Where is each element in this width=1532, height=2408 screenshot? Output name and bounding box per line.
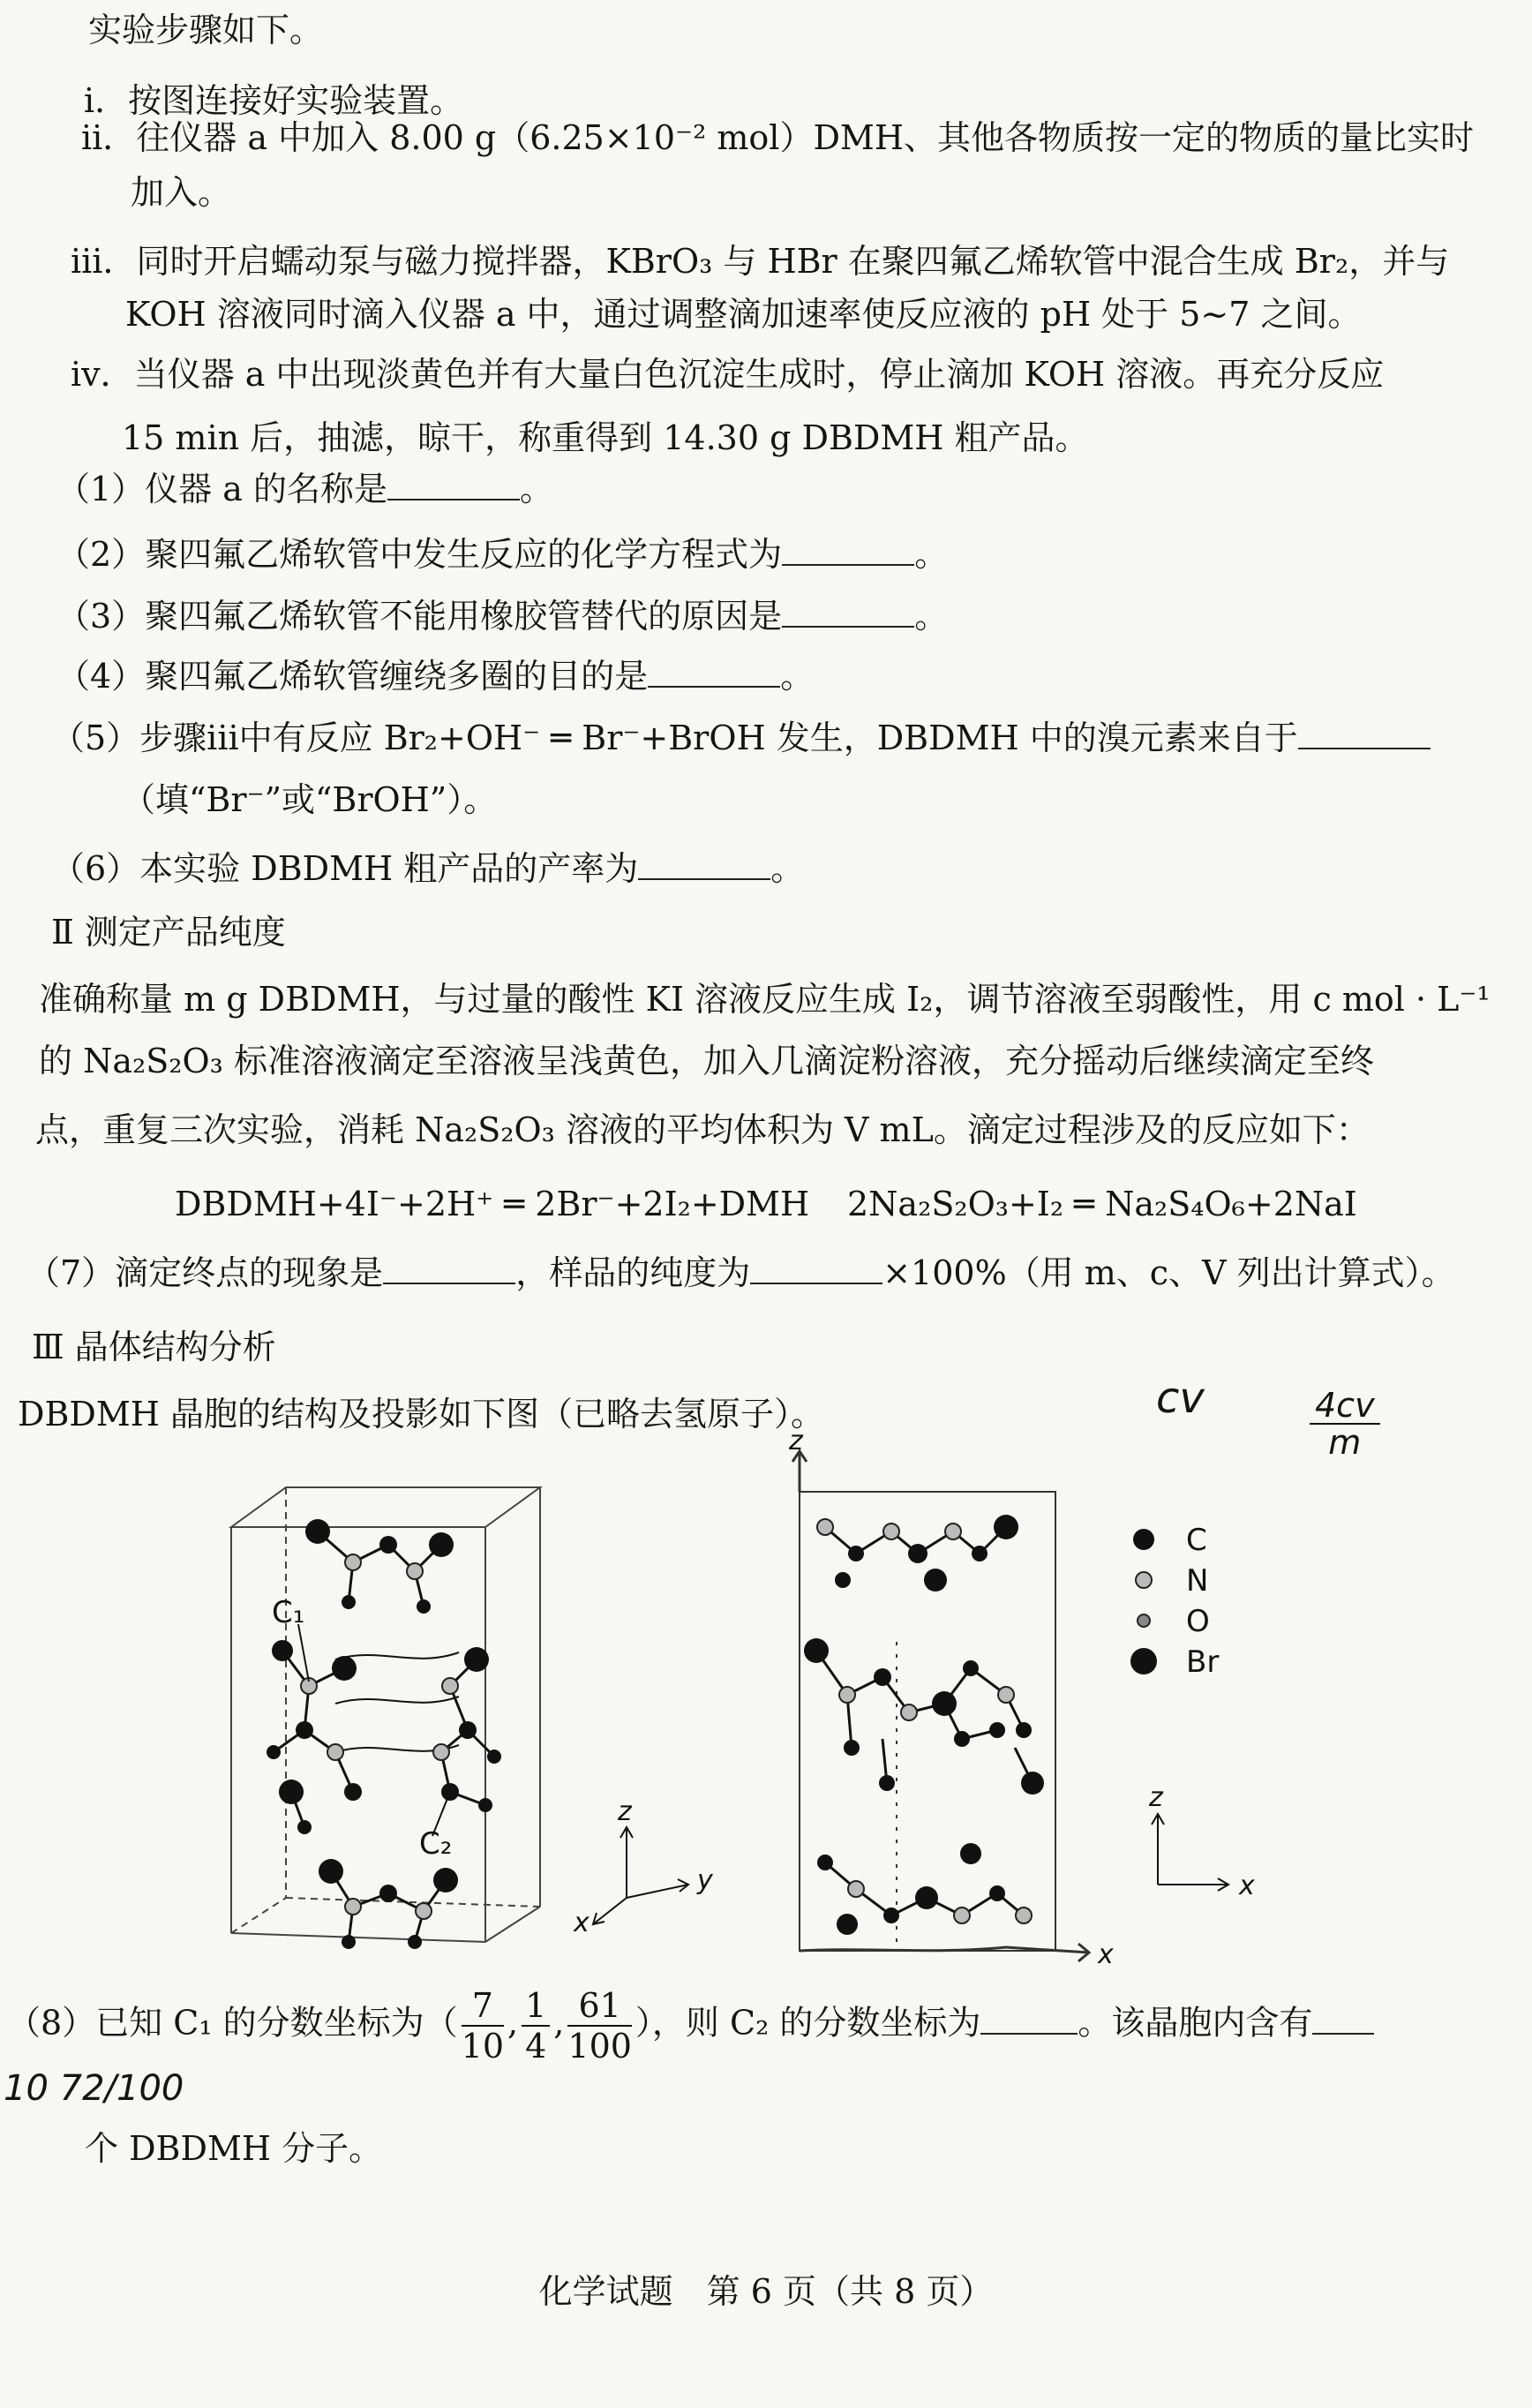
- br-atom: [804, 1638, 829, 1663]
- step-4-line1: iv．当仪器 a 中出现淡黄色并有大量白色沉淀生成时，停止滴加 KOH 溶液。再充分反应: [71, 355, 1385, 394]
- fraction-y-den: 4: [525, 2027, 547, 2066]
- fraction-x-den: 10: [461, 2027, 505, 2066]
- question-3-text: （3）聚四氟乙烯软管不能用橡胶管替代的原因是: [56, 597, 783, 636]
- question-7-text-b: ，样品的纯度为: [515, 1253, 751, 1292]
- axis-z-label-right: z: [1149, 1782, 1163, 1813]
- n-atom: [901, 1704, 917, 1720]
- question-8-text-c: 。该晶胞内含有: [1078, 2003, 1313, 2043]
- answer-blank-4[interactable]: [648, 659, 780, 688]
- c-atom: [963, 1660, 979, 1676]
- br-atom: [464, 1647, 489, 1672]
- legend-c-label: C: [1186, 1523, 1207, 1558]
- atom-legend: [1130, 1523, 1219, 1680]
- br-atom: [279, 1780, 304, 1804]
- legend-br-label: Br: [1186, 1644, 1220, 1680]
- c-atom: [874, 1668, 891, 1686]
- unit-cell-box: [231, 1487, 540, 1942]
- br-atom: [332, 1656, 357, 1681]
- answer-blank-2[interactable]: [782, 538, 914, 566]
- o-atom: [408, 1935, 422, 1949]
- c-atom: [879, 1775, 895, 1791]
- axis-x-label-left: x: [574, 1908, 590, 1938]
- br-atom: [994, 1515, 1018, 1539]
- label-c1: C₁: [272, 1595, 305, 1630]
- n-atom: [817, 1519, 833, 1535]
- c-atom: [344, 1783, 362, 1801]
- c-atom: [972, 1546, 988, 1561]
- n-atom: [945, 1524, 961, 1539]
- br-atom: [429, 1532, 454, 1557]
- unit-cell-atoms: [267, 1519, 501, 1949]
- question-4: [56, 653, 814, 699]
- part-3-para: DBDMH 晶胞的结构及投影如下图（已略去氢原子）。: [18, 1395, 824, 1434]
- o-atom: [1016, 1722, 1032, 1738]
- answer-blank-7b[interactable]: [750, 1256, 882, 1284]
- question-6-text: （6）本实验 DBDMH 粗产品的产率为: [51, 849, 639, 888]
- period: 。: [520, 470, 554, 508]
- n-atom: [954, 1908, 970, 1923]
- answer-blank-6[interactable]: [638, 852, 770, 880]
- o-atom: [342, 1595, 356, 1609]
- answer-blank-1[interactable]: [387, 472, 520, 500]
- n-atom: [442, 1678, 458, 1694]
- handwritten-fraction-den: m: [1328, 1423, 1362, 1462]
- fraction-z-den: 100: [567, 2027, 632, 2066]
- step-1: i．按图连接好实验装置。: [84, 81, 464, 120]
- label-c2: C₂: [419, 1826, 453, 1862]
- n-atom: [327, 1744, 343, 1760]
- fraction-z: [567, 1986, 632, 2066]
- c-atom: [296, 1721, 313, 1739]
- steps-intro: 实验步骤如下。: [88, 11, 324, 49]
- br-atom: [433, 1868, 458, 1893]
- question-5-text: （5）步骤iii中有反应 Br₂+OH⁻ ═ Br⁻+BrOH 发生，DBDMH 中的溴元素来自于: [51, 719, 1298, 757]
- c1-atom: [272, 1640, 293, 1661]
- question-7-text-a: （7）滴定终点的现象是: [26, 1253, 384, 1292]
- axes-2d: [1152, 1814, 1228, 1891]
- question-6: [51, 846, 804, 892]
- question-8-text-b: ），则 C₂ 的分数坐标为: [635, 2003, 981, 2043]
- handwritten-coordinate: 10 72/100: [4, 2068, 184, 2109]
- legend-n-label: N: [1186, 1563, 1209, 1599]
- step-2-line2: 加入。: [131, 173, 232, 212]
- question-8: （8）已知 C₁ 的分数坐标为（ $\frac{7}{10}$ , $\frac{1}{4}$ , $\frac{61}{100}$ ），则 C₂ 的分数坐标为 。该晶胞内含有: [7, 1986, 1374, 2066]
- fraction-x: [462, 1986, 504, 2066]
- answer-blank-8a[interactable]: [980, 2006, 1078, 2035]
- br-atom: [924, 1569, 947, 1592]
- question-1-text: （1）仪器 a 的名称是: [56, 470, 387, 508]
- c-atom: [459, 1721, 477, 1739]
- page-footer: 化学试题 第 6 页（共 8 页）: [538, 2272, 994, 2311]
- n-atom: [998, 1687, 1014, 1703]
- n-atom: [345, 1554, 361, 1570]
- br-atom: [319, 1859, 343, 1884]
- c-atom: [908, 1544, 927, 1563]
- crystal-structure-figure: [0, 1426, 1532, 1977]
- n-atom: [345, 1899, 361, 1915]
- answer-blank-8b[interactable]: [1312, 2006, 1374, 2035]
- c-atom: [883, 1908, 899, 1923]
- equation-1: DBDMH+4I⁻+2H⁺ ═ 2Br⁻+2I₂+DMH: [175, 1185, 810, 1223]
- br-atom: [915, 1886, 938, 1909]
- question-2-text: （2）聚四氟乙烯软管中发生反应的化学方程式为: [56, 535, 783, 574]
- question-1: [56, 466, 553, 512]
- n-atom: [416, 1903, 432, 1919]
- br-atom: [1021, 1772, 1044, 1795]
- projection-atoms: [804, 1515, 1044, 1935]
- c-atom: [954, 1731, 970, 1747]
- period: 。: [914, 535, 949, 574]
- answer-blank-7a[interactable]: [383, 1256, 515, 1284]
- o-atom: [989, 1722, 1005, 1738]
- step-3-line2: KOH 溶液同时滴入仪器 a 中，通过调整滴加速率使反应液的 pH 处于 5~7 之间。: [125, 295, 1362, 334]
- legend-o-marker: [1138, 1614, 1150, 1627]
- step-3-line1: iii．同时开启蠕动泵与磁力搅拌器，KBrO₃ 与 HBr 在聚四氟乙烯软管中混合生成 Br₂，并与: [71, 242, 1450, 281]
- fraction-y: [522, 1986, 550, 2066]
- part-2-para-line3: 点，重复三次实验，消耗 Na₂S₂O₃ 溶液的平均体积为 V mL。滴定过程涉及的反应如下：: [35, 1110, 1370, 1149]
- question-5-line1: [51, 715, 1431, 761]
- o-atom: [487, 1750, 501, 1764]
- question-2: [56, 531, 948, 577]
- n-atom: [407, 1563, 423, 1579]
- c-atom: [848, 1546, 864, 1561]
- c-atom: [817, 1855, 833, 1870]
- axis-z-label-mid: z: [789, 1426, 803, 1456]
- br-atom: [305, 1519, 330, 1544]
- fraction-x-num: 7: [462, 1986, 504, 2027]
- period: 。: [914, 597, 949, 636]
- o-atom: [342, 1935, 356, 1949]
- part-3-title: Ⅲ 晶体结构分析: [32, 1328, 276, 1366]
- n-atom: [1016, 1908, 1032, 1923]
- period: 。: [770, 849, 805, 888]
- axis-x-label-mid: x: [1098, 1939, 1114, 1970]
- question-8-text-a: （8）已知 C₁ 的分数坐标为（: [7, 2003, 458, 2043]
- question-7-text-c: ×100%（用 m、c、V 列出计算式）。: [882, 1253, 1455, 1292]
- c-atom: [379, 1536, 397, 1554]
- br-atom: [932, 1691, 957, 1716]
- handwritten-fraction-num: 4cv: [1310, 1388, 1380, 1425]
- part-2-para-line1: 准确称量 m g DBDMH，与过量的酸性 KI 溶液反应生成 I₂，调节溶液至弱酸性，用 c mol · L⁻¹: [39, 980, 1491, 1019]
- o-atom: [478, 1798, 492, 1812]
- n-atom: [848, 1881, 864, 1897]
- br-atom: [960, 1843, 981, 1864]
- projection-bonds: [816, 1527, 1033, 1915]
- axis-z-label-left: z: [618, 1796, 632, 1827]
- question-7: [26, 1250, 1455, 1296]
- n-atom: [433, 1744, 449, 1760]
- axis-x-label-right: x: [1239, 1870, 1255, 1901]
- question-8-line2: 个 DBDMH 分子。: [85, 2129, 383, 2168]
- step-2-line1: ii．往仪器 a 中加入 8.00 g（6.25×10⁻² mol）DMH、其他各物质按一定的物质的量比实时: [81, 118, 1474, 157]
- answer-blank-5[interactable]: [1298, 721, 1431, 749]
- question-4-text: （4）聚四氟乙烯软管缠绕多圈的目的是: [56, 657, 649, 696]
- o-atom: [297, 1820, 312, 1834]
- axes-3d: [593, 1827, 688, 1924]
- n-atom: [883, 1524, 899, 1539]
- o-atom: [835, 1572, 851, 1588]
- equation-2: 2Na₂S₂O₃+I₂ ═ Na₂S₄O₆+2NaI: [847, 1185, 1357, 1223]
- step-4-line2: 15 min 后，抽滤，晾干，称重得到 14.30 g DBDMH 粗产品。: [122, 418, 1089, 457]
- c2-atom: [441, 1783, 459, 1801]
- br-atom: [837, 1914, 858, 1935]
- period: 。: [780, 657, 815, 696]
- legend-c-marker: [1133, 1529, 1154, 1550]
- legend-o-label: O: [1186, 1604, 1210, 1639]
- n-atom: [839, 1687, 855, 1703]
- fraction-y-num: 1: [522, 1986, 550, 2027]
- o-atom: [844, 1740, 860, 1756]
- part-2-para-line2: 的 Na₂S₂O₃ 标准溶液滴定至溶液呈浅黄色，加入几滴淀粉溶液，充分摇动后继续滴定至终: [39, 1042, 1374, 1080]
- question-3: [56, 593, 948, 639]
- legend-br-marker: [1130, 1648, 1157, 1674]
- answer-blank-3[interactable]: [782, 599, 914, 628]
- fraction-z-num: 61: [567, 1986, 632, 2027]
- question-5-line2: （填“Br⁻”或“BrOH”）。: [122, 780, 498, 819]
- o-atom: [267, 1745, 281, 1759]
- axis-y-label-left: y: [697, 1865, 713, 1896]
- legend-n-marker: [1136, 1572, 1152, 1588]
- c-atom: [989, 1885, 1005, 1901]
- part-2-title: Ⅱ 测定产品纯度: [51, 913, 286, 952]
- c-atom: [379, 1885, 397, 1902]
- o-atom: [417, 1599, 431, 1614]
- handwritten-cv: cv: [1156, 1373, 1205, 1423]
